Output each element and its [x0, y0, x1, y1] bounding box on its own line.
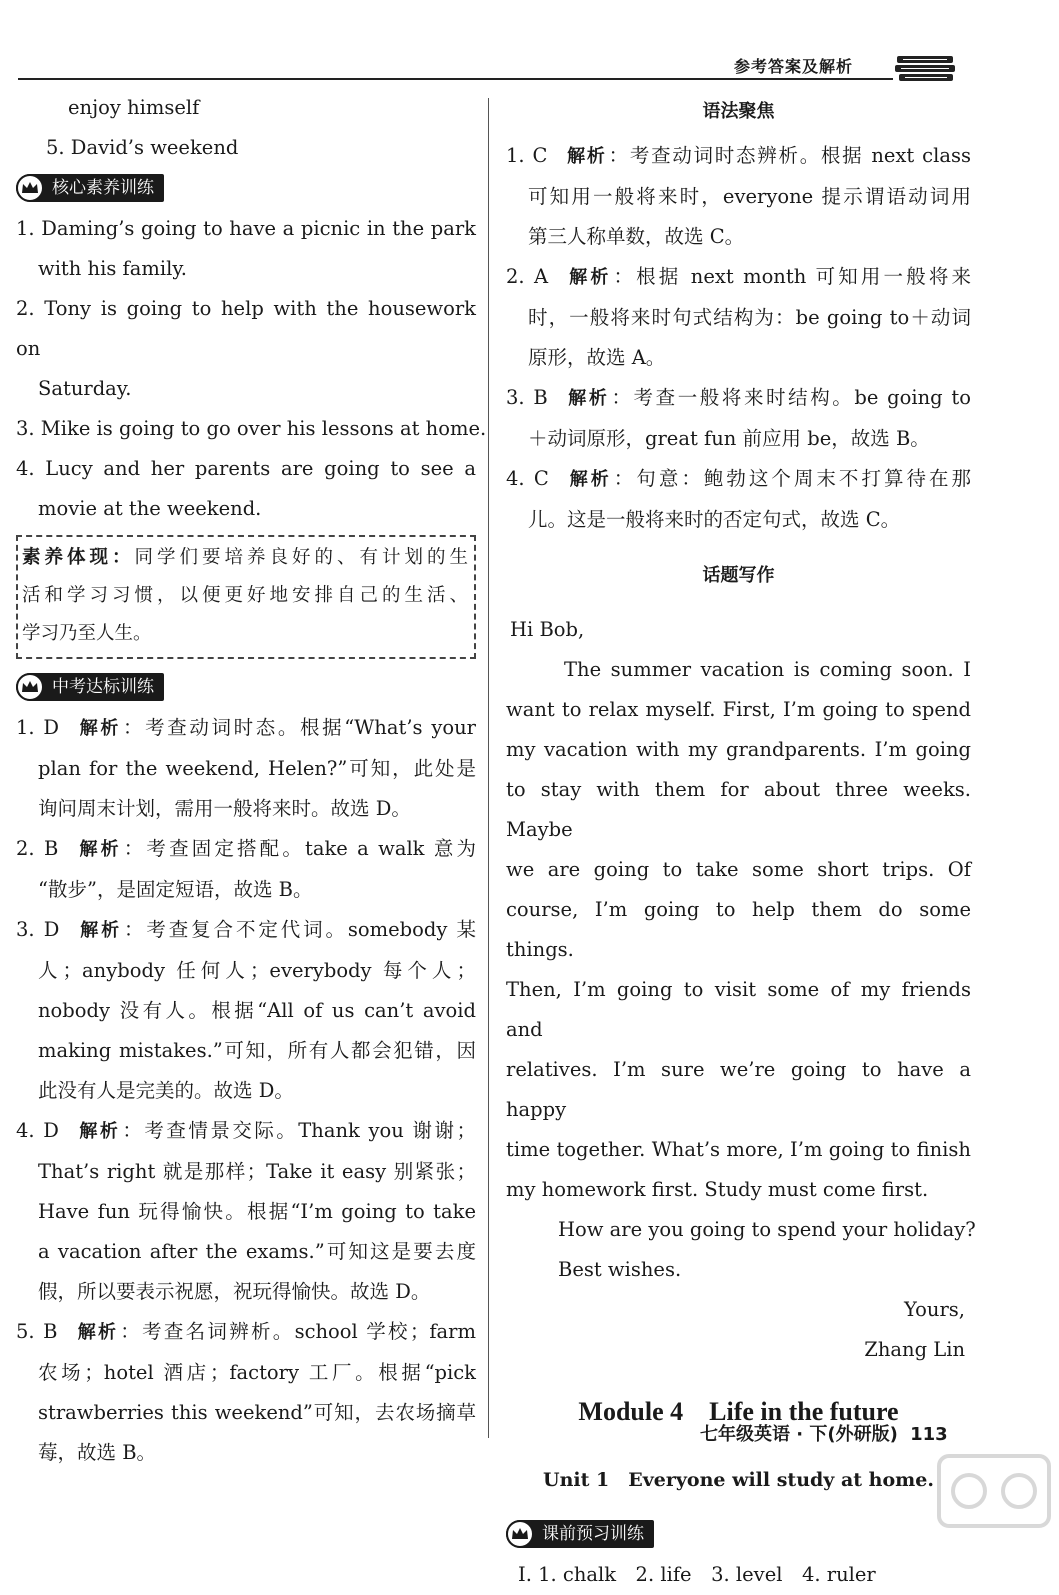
answer-line: 4. D 解析 ：考查情景交际。Thank you 谢谢；: [16, 1119, 477, 1142]
answer-line: movie at the weekend.: [38, 497, 262, 520]
answer-line: 4. C 解析 ：句意：鲍勃这个周末不打算待在那: [506, 467, 971, 490]
page-header: [18, 52, 963, 82]
answer-line: ＋动词原形，great fun 前应用 be，故选 B。: [528, 427, 930, 450]
box-line: 素养体现：同学们要培养良好的、有计划的生: [22, 547, 468, 568]
answer-line: 4. Lucy and her parents are going to see a: [16, 457, 476, 480]
answer-line: That’s right 就是那样；Take it easy 别紧张；: [38, 1160, 476, 1183]
answer-line: 3. B 解析 ：考查一般将来时结构。be going to: [506, 386, 972, 409]
answer-line: 可知用一般将来时，everyone 提示谓语动词用: [528, 185, 971, 208]
box-label: 素养体现：: [22, 547, 135, 568]
letter-line: Then, I’m going to visit some of my friends and: [506, 978, 971, 1041]
answer-line: 1. C 解析 ：考查动词时态辨析。根据 next class: [506, 144, 971, 167]
answer-line: nobody 没有人。根据“All of us can’t avoid: [38, 999, 476, 1022]
footer-book-title: 七年级英语 · 下(外研版): [700, 1424, 898, 1445]
letter-yours: Yours,: [903, 1298, 965, 1321]
answer-line: Saturday.: [38, 377, 132, 400]
section-tag-label: 中考达标训练: [52, 677, 154, 697]
answer-line: with his family.: [38, 257, 187, 280]
letter-line: relatives. I’m sure we’re going to have a happy: [506, 1058, 971, 1121]
letter-line: my homework first. Study must come first.: [506, 1178, 929, 1201]
right-column: [506, 88, 976, 1595]
letter-line: want to relax myself. First, I’m going to spend: [506, 698, 971, 721]
left-column: [16, 88, 487, 1473]
answer-line: 1. D 解析 ：考查动词时态。根据“What’s your: [16, 716, 477, 739]
letter-line: to stay with them for about three weeks. Maybe: [506, 778, 971, 841]
answer-line: 原形，故选 A。: [528, 346, 666, 369]
column-divider: [488, 98, 489, 1438]
answer-line: 2. A 解析 ：根据 next month 可知用一般将来: [506, 265, 972, 288]
exam-answers: [16, 708, 476, 1473]
letter-signature-name: Zhang Lin: [864, 1338, 965, 1361]
letter-line: The summer vacation is coming soon. I: [564, 658, 971, 681]
answer-line: 3. D 解析 ：考查复合不定代词。somebody 某: [16, 918, 476, 941]
answer-line: strawberries this weekend”可知，去农场摘草: [38, 1401, 476, 1424]
literacy-box: [16, 535, 476, 659]
answer-line: 时，一般将来时句式结构为：be going to＋动词: [528, 306, 971, 329]
section-tag-preview: [506, 1520, 654, 1548]
page-number: 113: [910, 1424, 948, 1445]
preview-answers: Ⅰ. 1. chalk 2. life 3. level 4. ruler: [518, 1563, 876, 1586]
text-line: 5. David’s weekend: [46, 136, 239, 159]
text-line: enjoy himself: [68, 96, 200, 119]
books-icon: [893, 52, 959, 86]
answer-line: 此没有人是完美的。故选 D。: [38, 1079, 294, 1102]
answer-line: 人；anybody 任何人；everybody 每个人；: [38, 959, 476, 982]
answer-line: 儿。这是一般将来时的否定句式，故选 C。: [528, 508, 901, 531]
letter-line: course, I’m going to help them do some things.: [506, 898, 971, 961]
writing-heading: 话题写作: [702, 565, 775, 586]
answer-line: 第三人称单数，故选 C。: [528, 225, 745, 248]
letter-question: How are you going to spend your holiday?: [558, 1218, 976, 1241]
grammar-answers: [506, 136, 971, 540]
letter-line: time together. What’s more, I’m going to finish: [506, 1138, 971, 1161]
letter-line: we are going to take some short trips. Of: [506, 858, 971, 881]
writing-letter: [506, 610, 976, 1370]
section-tag-label: 核心素养训练: [52, 178, 154, 198]
answer-line: 询问周末计划，需用一般将来时。故选 D。: [38, 797, 411, 820]
grammar-heading: 语法聚焦: [702, 101, 775, 122]
crown-icon: [16, 673, 44, 701]
answer-line: plan for the weekend, Helen?”可知，此处是: [38, 757, 476, 780]
answer-line: 5. B 解析 ：考查名词辨析。school 学校；farm: [16, 1320, 476, 1343]
crown-icon: [16, 174, 44, 202]
page-footer: [700, 1420, 948, 1446]
section-tag-exam: [16, 673, 164, 701]
answer-line: 莓，故选 B。: [38, 1441, 157, 1464]
answer-line: making mistakes.”可知，所有人都会犯错，因: [38, 1039, 476, 1062]
answer-line: a vacation after the exams.”可知这是要去度: [38, 1240, 476, 1263]
watermark-icon: [929, 1446, 1059, 1536]
box-line: 学习乃至人生。: [22, 623, 152, 644]
core-answers: [16, 209, 487, 529]
answer-line: 2. Tony is going to help with the housework on: [16, 297, 476, 360]
section-tag-label: 课前预习训练: [542, 1524, 644, 1544]
box-line: 活和学习习惯，以便更好地安排自己的生活、: [22, 585, 468, 606]
answer-line: 3. Mike is going to go over his lessons at home.: [16, 417, 487, 440]
answer-line: Have fun 玩得愉快。根据“I’m going to take: [38, 1200, 476, 1223]
header-rule: [18, 78, 893, 80]
letter-line: my vacation with my grandparents. I’m going: [506, 738, 971, 761]
module-title: Module 4 Life in the future: [578, 1397, 899, 1426]
answer-line: 假，所以要表示祝愿，祝玩得愉快。故选 D。: [38, 1280, 431, 1303]
letter-greeting: Hi Bob,: [510, 618, 585, 641]
unit-title: Unit 1 Everyone will study at home.: [543, 1469, 934, 1491]
header-title: 参考答案及解析: [733, 57, 853, 76]
section-tag-core: [16, 174, 164, 202]
letter-best-wishes: Best wishes.: [558, 1258, 682, 1281]
answer-line: 1. Daming’s going to have a picnic in the park: [16, 217, 476, 240]
answer-line: “散步”，是固定短语，故选 B。: [38, 878, 313, 901]
answer-line: 2. B 解析 ：考查固定搭配。take a walk 意为: [16, 837, 477, 860]
answer-line: 农场；hotel 酒店；factory 工厂。根据“pick: [38, 1361, 476, 1384]
crown-icon: [506, 1520, 534, 1548]
